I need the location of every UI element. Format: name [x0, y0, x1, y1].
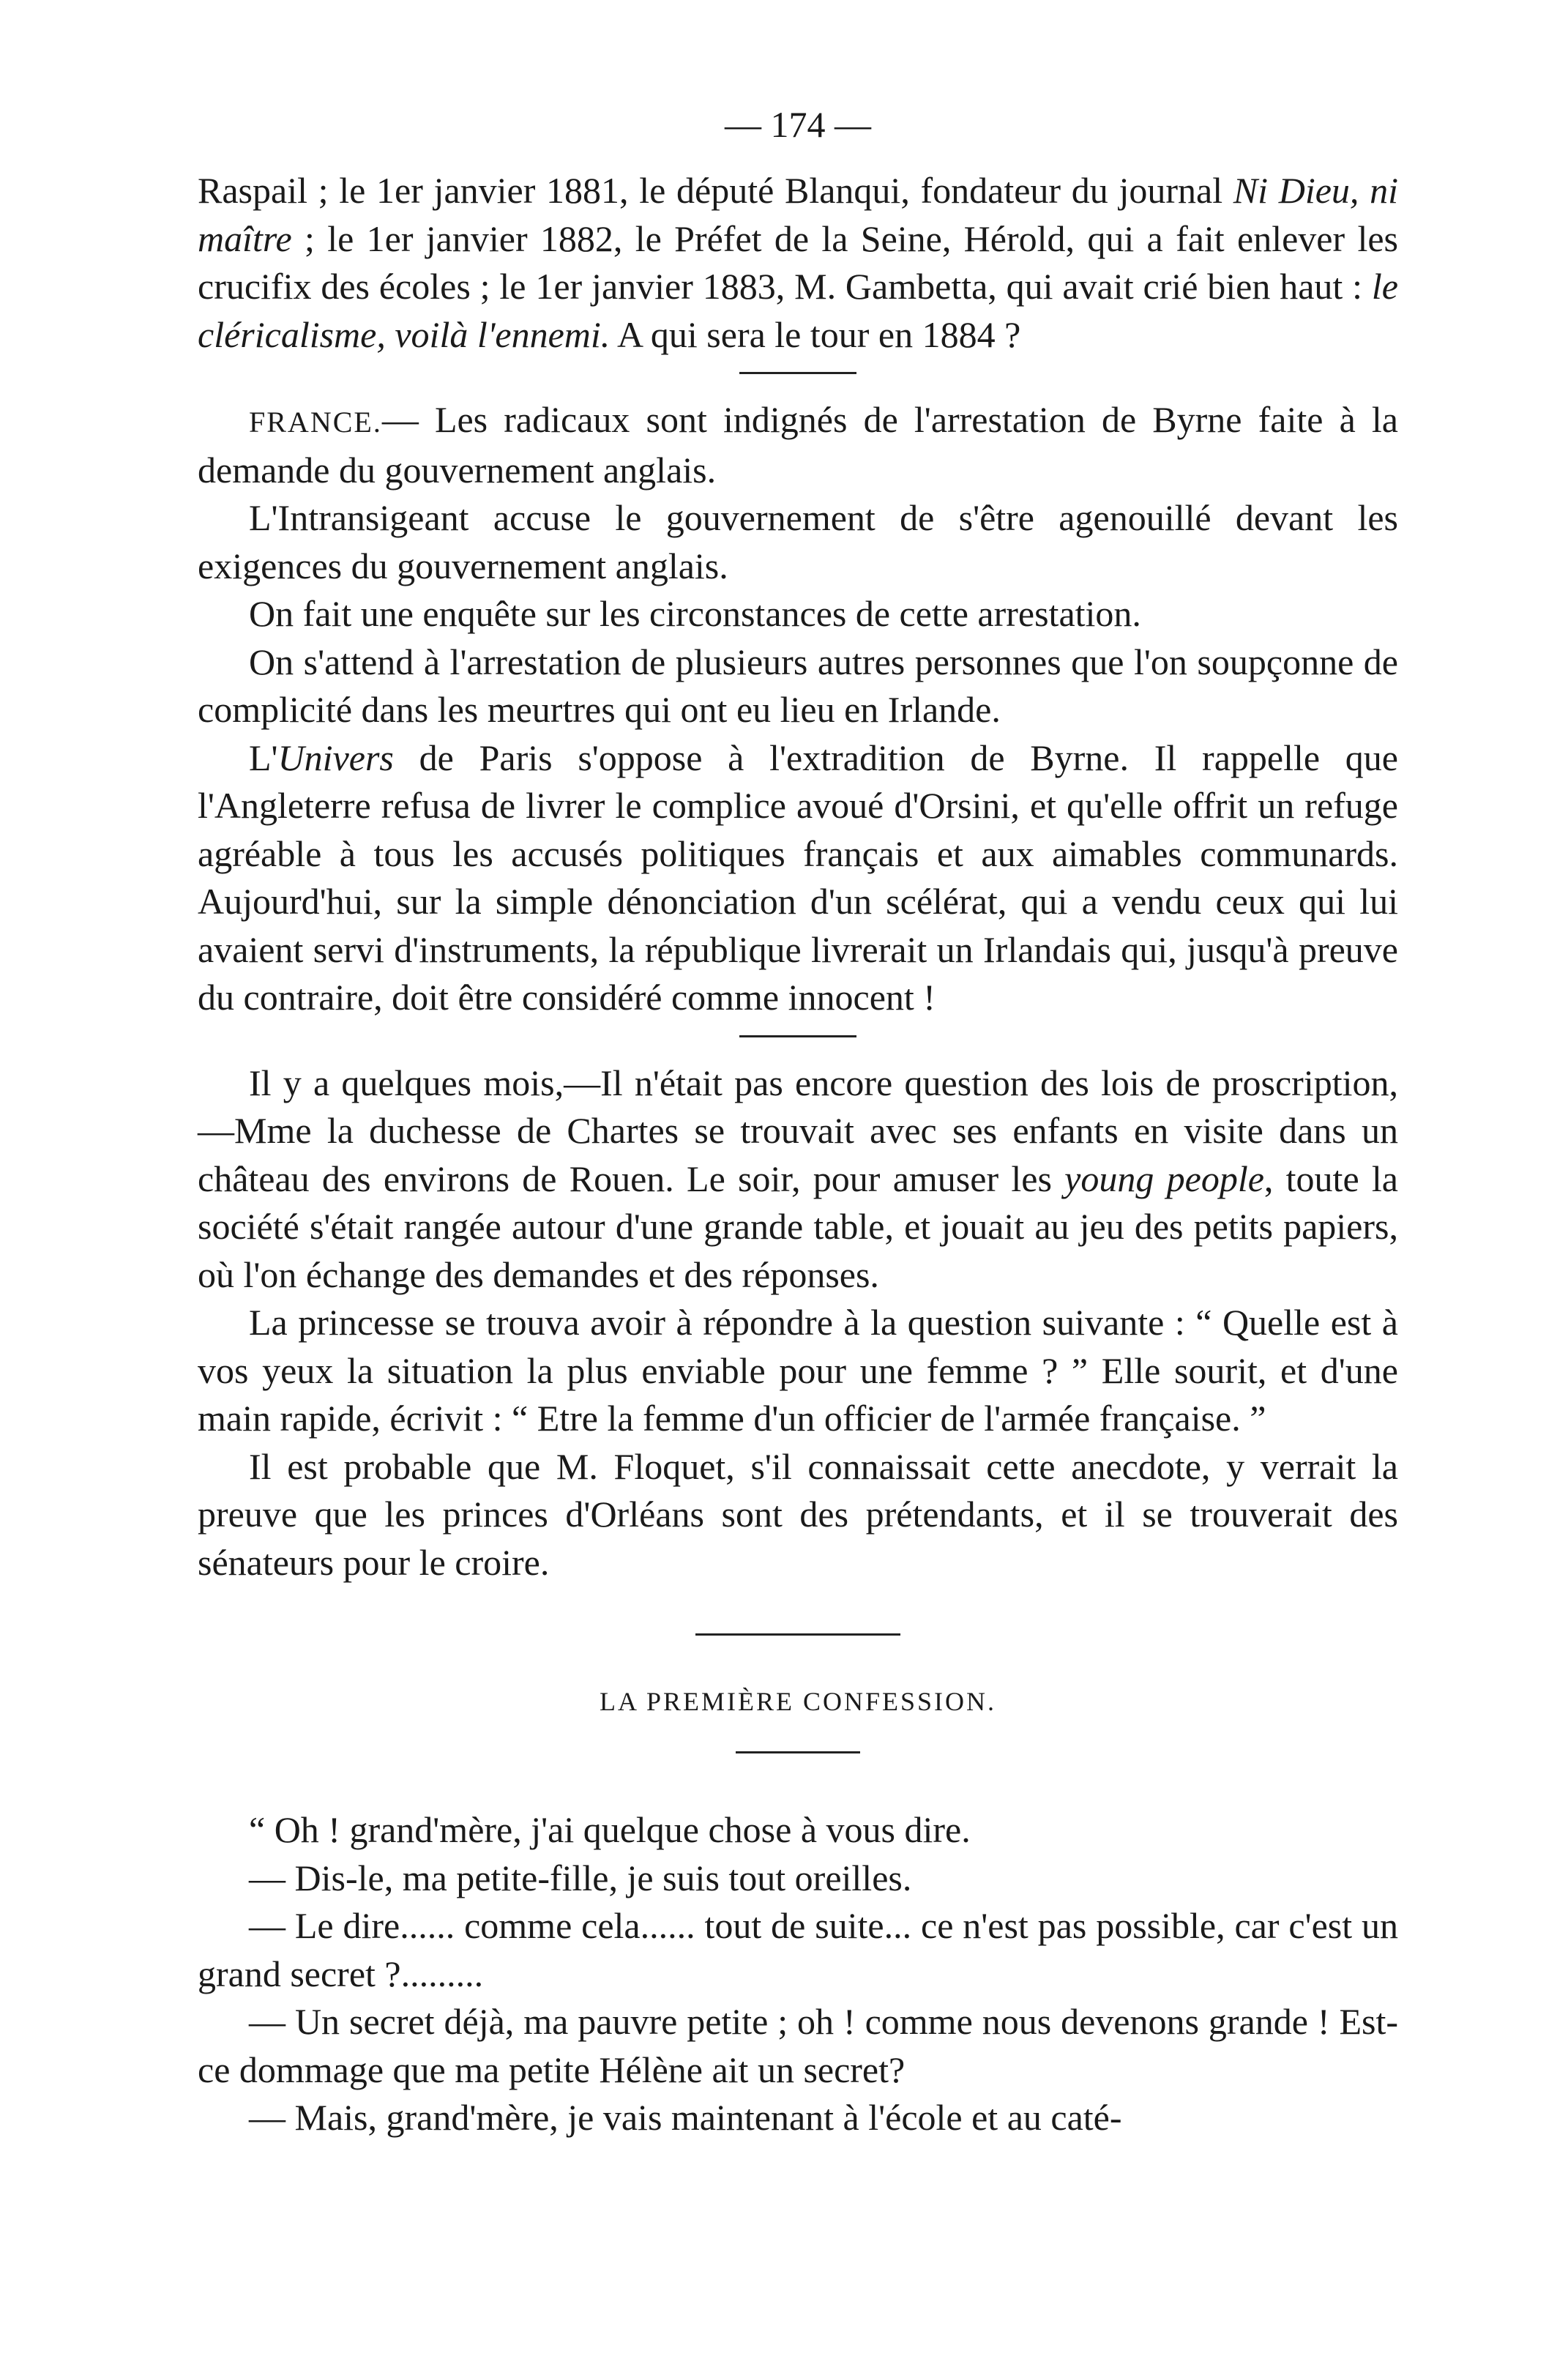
text-run: A qui sera le tour en 1884 ? [610, 313, 1021, 355]
section-divider [695, 1633, 900, 1636]
text-run: Il y a quelques mois,—Il n'était pas encore question des lois de proscription,—Mme la duchesse de Chartes se trouvait avec ses enfants en visite dans un château des environs de Rouen. Le soir, pour amuser les [198, 1062, 1398, 1199]
text-run: L' [249, 737, 278, 778]
dialogue-line: — Le dire...... comme cela...... tout de suite... ce n'est pas possible, car c'est un grand secret ?......... [198, 1905, 1398, 1994]
section-divider [739, 372, 856, 374]
dialogue-line: — Mais, grand'mère, je vais maintenant à l'école et au caté- [249, 2097, 1122, 2138]
france-label: FRANCE. [249, 406, 382, 439]
paragraph: On s'attend à l'arrestation de plusieurs autres personnes que l'on soupçonne de complicité dans les meurtres qui ont eu lieu en Irlande. [198, 641, 1398, 730]
opening-paragraph [198, 167, 1398, 359]
text-run: ; le 1er janvier 1882, le Préfet de la Seine, Hérold, qui a fait enlever les crucifix des écoles ; le 1er janvier 1883, M. Gambetta, qui avait crié bien haut : [198, 217, 1398, 307]
anecdote-paragraph [198, 1059, 1398, 1300]
univers-paragraph [198, 734, 1398, 1022]
text-run: de Paris s'oppose à l'extradition de Byrne. Il rappelle que l'Angleterre refusa de livrer le complice avoué d'Orsini, et qu'elle offrit un refuge agréable à tous les accusés politiques français et aux aimables communards. Aujourd'hui, sur la simple dénonciation d'un scélérat, qui a vendu ceux qui lui avaient servi d'instruments, la république livrerait un Irlandais qui, jusqu'à preuve du contraire, doit être considéré comme innocent ! [198, 737, 1398, 1018]
english-phrase: young people [1064, 1158, 1264, 1199]
newspaper-title: Univers [277, 737, 394, 778]
france-paragraph [198, 396, 1398, 494]
text-run: — Les radicaux sont indignés de l'arrestation de Byrne faite à la demande du gouvernement anglais. [198, 399, 1398, 491]
dialogue-line: — Un secret déjà, ma pauvre petite ; oh ! comme nous devenons grande ! Est-ce dommage que ma petite Hélène ait un secret? [198, 2001, 1398, 2090]
section-divider [736, 1751, 860, 1753]
dialogue-line: — Dis-le, ma petite-fille, je suis tout oreilles. [249, 1857, 912, 1898]
section-title: LA PREMIÈRE CONFESSION. [599, 1687, 997, 1716]
paragraph: On fait une enquête sur les circonstances de cette arrestation. [249, 593, 1141, 634]
book-page [198, 102, 1398, 2142]
paragraph: La princesse se trouva avoir à répondre à la question suivante : “ Quelle est à vos yeux la situation la plus enviable pour une femme ? ” Elle sourit, et d'une main rapide, écrivit : “ Etre la femme d'un officier de l'armée française. ” [198, 1302, 1398, 1439]
text-run: , toute la société s'était rangée autour d'une grande table, et jouait au jeu des petits papiers, où l'on échange des demandes et des réponses. [198, 1158, 1398, 1295]
page-number: — 174 — [725, 104, 871, 145]
text-run: Raspail ; le 1er janvier 1881, le député Blanqui, fondateur du journal [198, 170, 1233, 211]
quotation: le cléricalisme, voilà l'ennemi. [198, 266, 1398, 355]
paragraph: L'Intransigeant accuse le gouvernement de s'être agenouillé devant les exigences du gouvernement anglais. [198, 497, 1398, 586]
paragraph: Il est probable que M. Floquet, s'il connaissait cette anecdote, y verrait la preuve que les princes d'Orléans sont des prétendants, et il se trouverait des sénateurs pour le croire. [198, 1445, 1398, 1583]
dialogue-line: “ Oh ! grand'mère, j'ai quelque chose à vous dire. [249, 1809, 971, 1850]
section-divider [739, 1035, 856, 1037]
journal-title: Ni Dieu, ni maître [198, 170, 1398, 259]
